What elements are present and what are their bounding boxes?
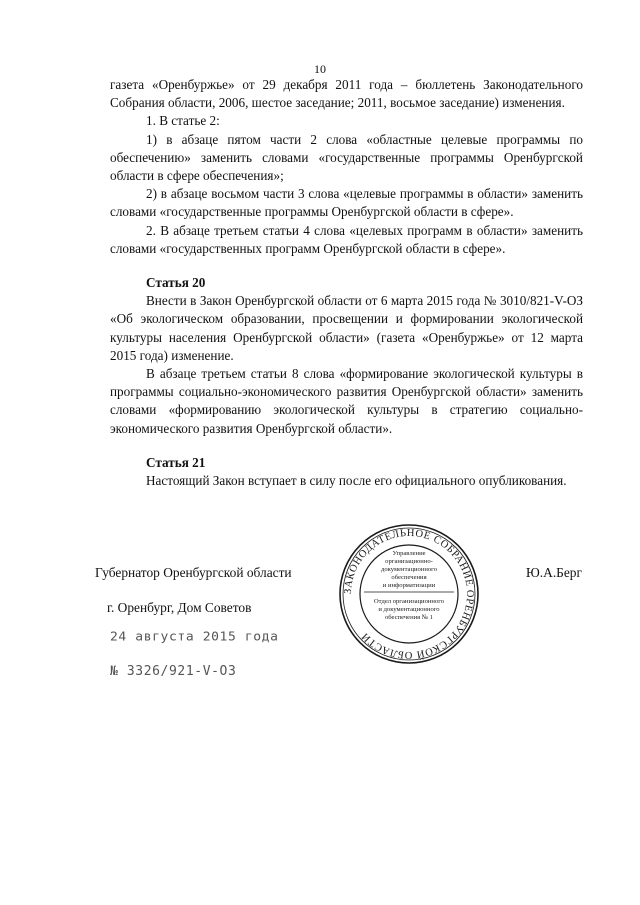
svg-text:Отдел организационного: Отдел организационного bbox=[373, 598, 445, 605]
svg-text:Управление: Управление bbox=[392, 550, 426, 557]
spacer bbox=[110, 438, 583, 454]
article-20-title: Статья 20 bbox=[146, 275, 206, 291]
paragraph-item: 1) в абзаце пятом части 2 слова «областные целевые программы по обеспечению» заменить словами «государственные программы Оренбургской области в сфере обеспечения»; bbox=[110, 131, 583, 184]
stamp-inner-text bbox=[364, 550, 454, 621]
stamp-outer-ring bbox=[340, 525, 478, 663]
svg-text:обеспечения: обеспечения bbox=[391, 574, 427, 581]
document-body bbox=[110, 76, 583, 490]
svg-text:и информатизации: и информатизации bbox=[382, 582, 436, 589]
official-stamp bbox=[338, 523, 480, 665]
signing-place: г. Оренбург, Дом Советов bbox=[107, 600, 252, 615]
page-number: 10 bbox=[314, 62, 326, 76]
stamp-ring-text: ЗАКОНОДАТЕЛЬНОЕ СОБРАНИЕ ОРЕНБУРГСКОЙ ОБЛАСТИ bbox=[342, 527, 476, 661]
svg-text:обеспечения № 1: обеспечения № 1 bbox=[384, 614, 434, 621]
article-21-paragraph: Настоящий Закон вступает в силу после его официального опубликования. bbox=[146, 473, 567, 489]
governor-label: Губернатор Оренбургской области bbox=[95, 565, 292, 580]
svg-text:организационно-: организационно- bbox=[385, 558, 433, 565]
article-20-paragraph: В абзаце третьем статьи 8 слова «формирование экологической культуры в программы социально-экономического развития Оренбургской области» заменить словами «формированию экологической культуры в стратегию социально-экономического развития Оренбургской области». bbox=[110, 366, 583, 436]
signing-date: 24 августа 2015 года bbox=[110, 630, 279, 645]
signer-name: Ю.А.Берг bbox=[526, 565, 582, 580]
article-20-paragraph: Внести в Закон Оренбургской области от 6 марта 2015 года № 3010/821-V-ОЗ «Об экологическом образовании, просвещении и формировании экологической культуры населения Оренбургской области» (газета «Оренбуржье» от 12 марта 2015 года) изменение. bbox=[110, 293, 583, 363]
article-21-title: Статья 21 bbox=[146, 454, 206, 470]
paragraph-continuation: газета «Оренбуржье» от 29 декабря 2011 года – бюллетень Законодательного Собрания области, 2006, шестое заседание; 2011, восьмое заседание) изменения. bbox=[110, 77, 583, 111]
spacer bbox=[110, 258, 583, 274]
svg-text:и документационного: и документационного bbox=[378, 606, 440, 613]
paragraph-item: 1. В статье 2: bbox=[146, 113, 220, 129]
paragraph-item: 2) в абзаце восьмом части 3 слова «целевые программы в области» заменить словами «государственные программы Оренбургской области в сфере». bbox=[110, 186, 583, 220]
registration-number: № 3326/921-V-ОЗ bbox=[110, 664, 237, 679]
svg-text:документационного: документационного bbox=[380, 566, 438, 573]
paragraph-item: 2. В абзаце третьем статьи 4 слова «целевых программ в области» заменить словами «государственных программ Оренбургской области в сфере». bbox=[110, 222, 583, 256]
